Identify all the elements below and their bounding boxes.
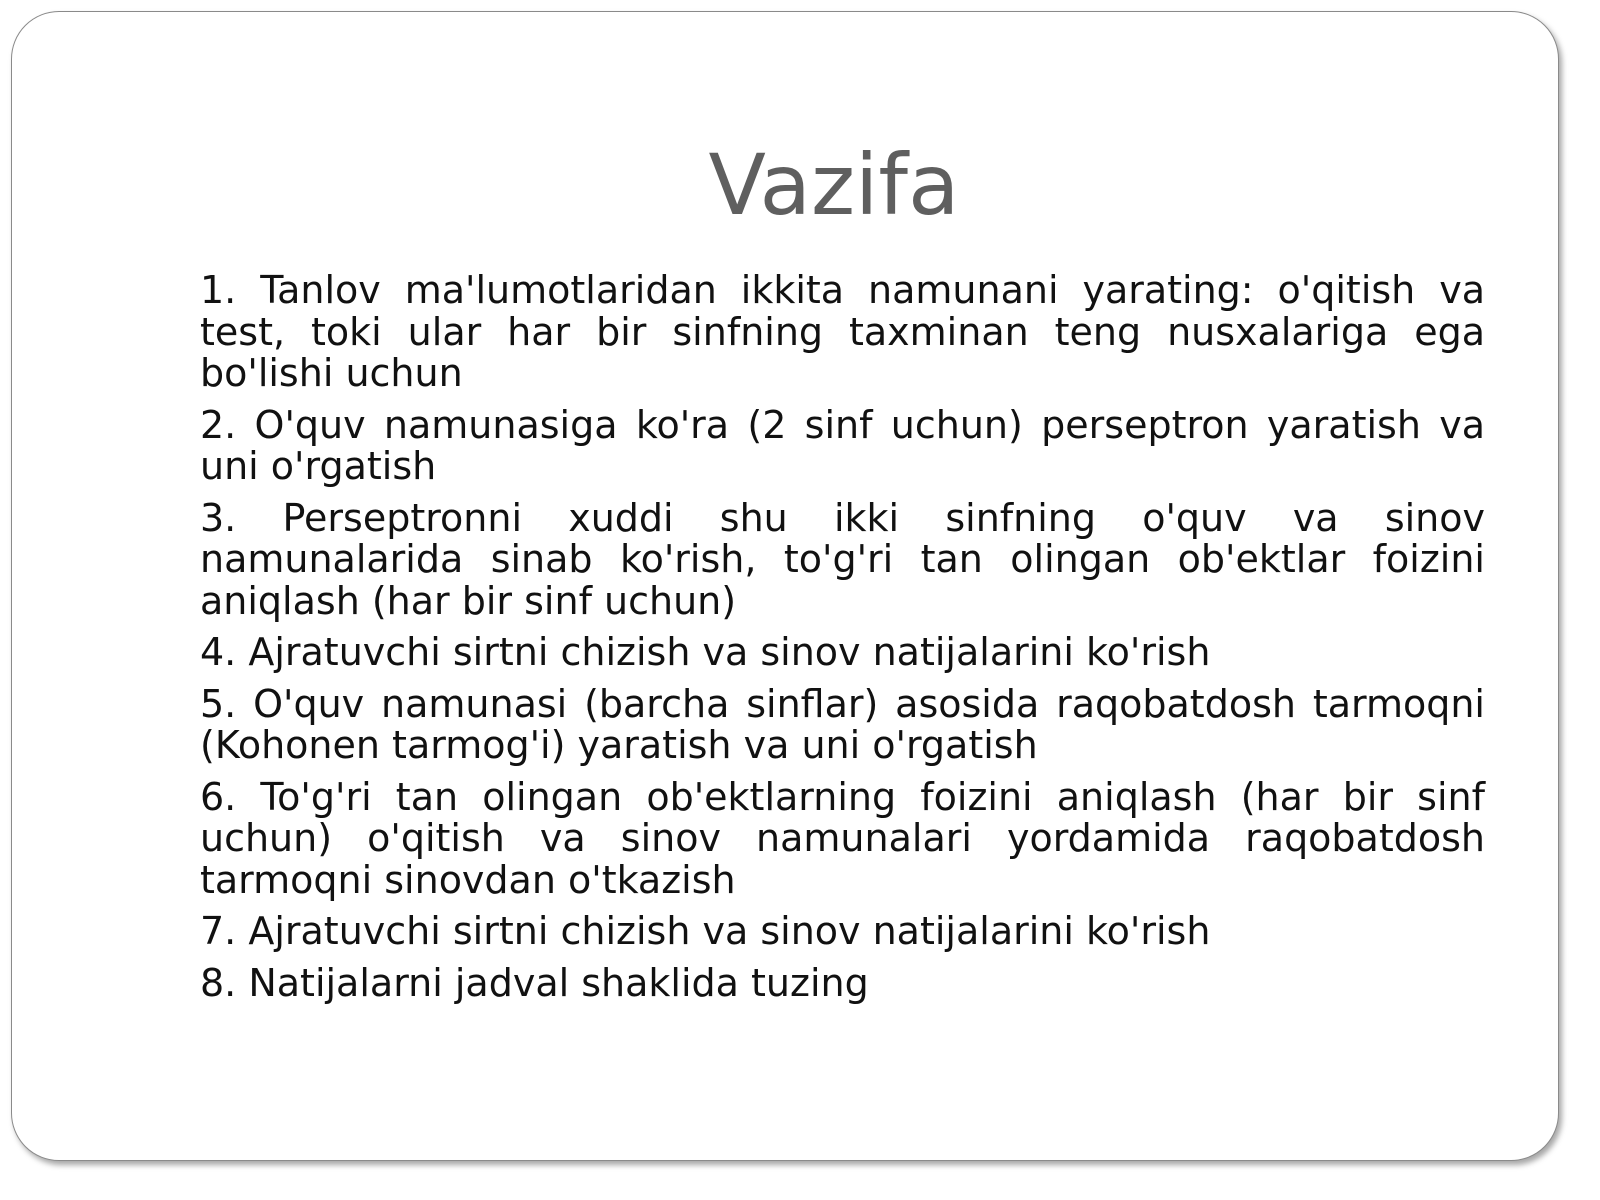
task-item-6: 6. To'g'ri tan olingan ob'ektlarning foizini aniqlash (har bir sinf uchun) o'qitish va sinov namunalari yordamida raqobatdosh tarmoqni sinovdan o'tkazish [200,774,1485,902]
task-item-2: 2. O'quv namunasiga ko'ra (2 sinf uchun) perseptron yaratish va uni o'rgatish [200,402,1485,488]
slide-frame [11,11,1559,1161]
task-item-5: 5. O'quv namunasi (barcha sinflar) asosida raqobatdosh tarmoqni (Kohonen tarmog'i) yaratish va uni o'rgatish [200,681,1485,767]
slide-title: Vazifa [708,136,960,234]
task-item-8: 8. Natijalarni jadval shaklida tuzing [200,960,869,1005]
task-item-3: 3. Perseptronni xuddi shu ikki sinfning o'quv va sinov namunalarida sinab ko'rish, to'g'ri tan olingan ob'ektlar foizini aniqlash (har bir sinf uchun) [200,495,1485,623]
task-item-7: 7. Ajratuvchi sirtni chizish va sinov natijalarini ko'rish [200,909,1211,953]
task-list [200,270,1485,1014]
task-item-4: 4. Ajratuvchi sirtni chizish va sinov natijalarini ko'rish [200,630,1211,674]
task-item-1: 1. Tanlov ma'lumotlaridan ikkita namunani yarating: o'qitish va test, toki ular har bir sinfning taxminan teng nusxalariga ega bo'lishi uchun [200,268,1485,395]
